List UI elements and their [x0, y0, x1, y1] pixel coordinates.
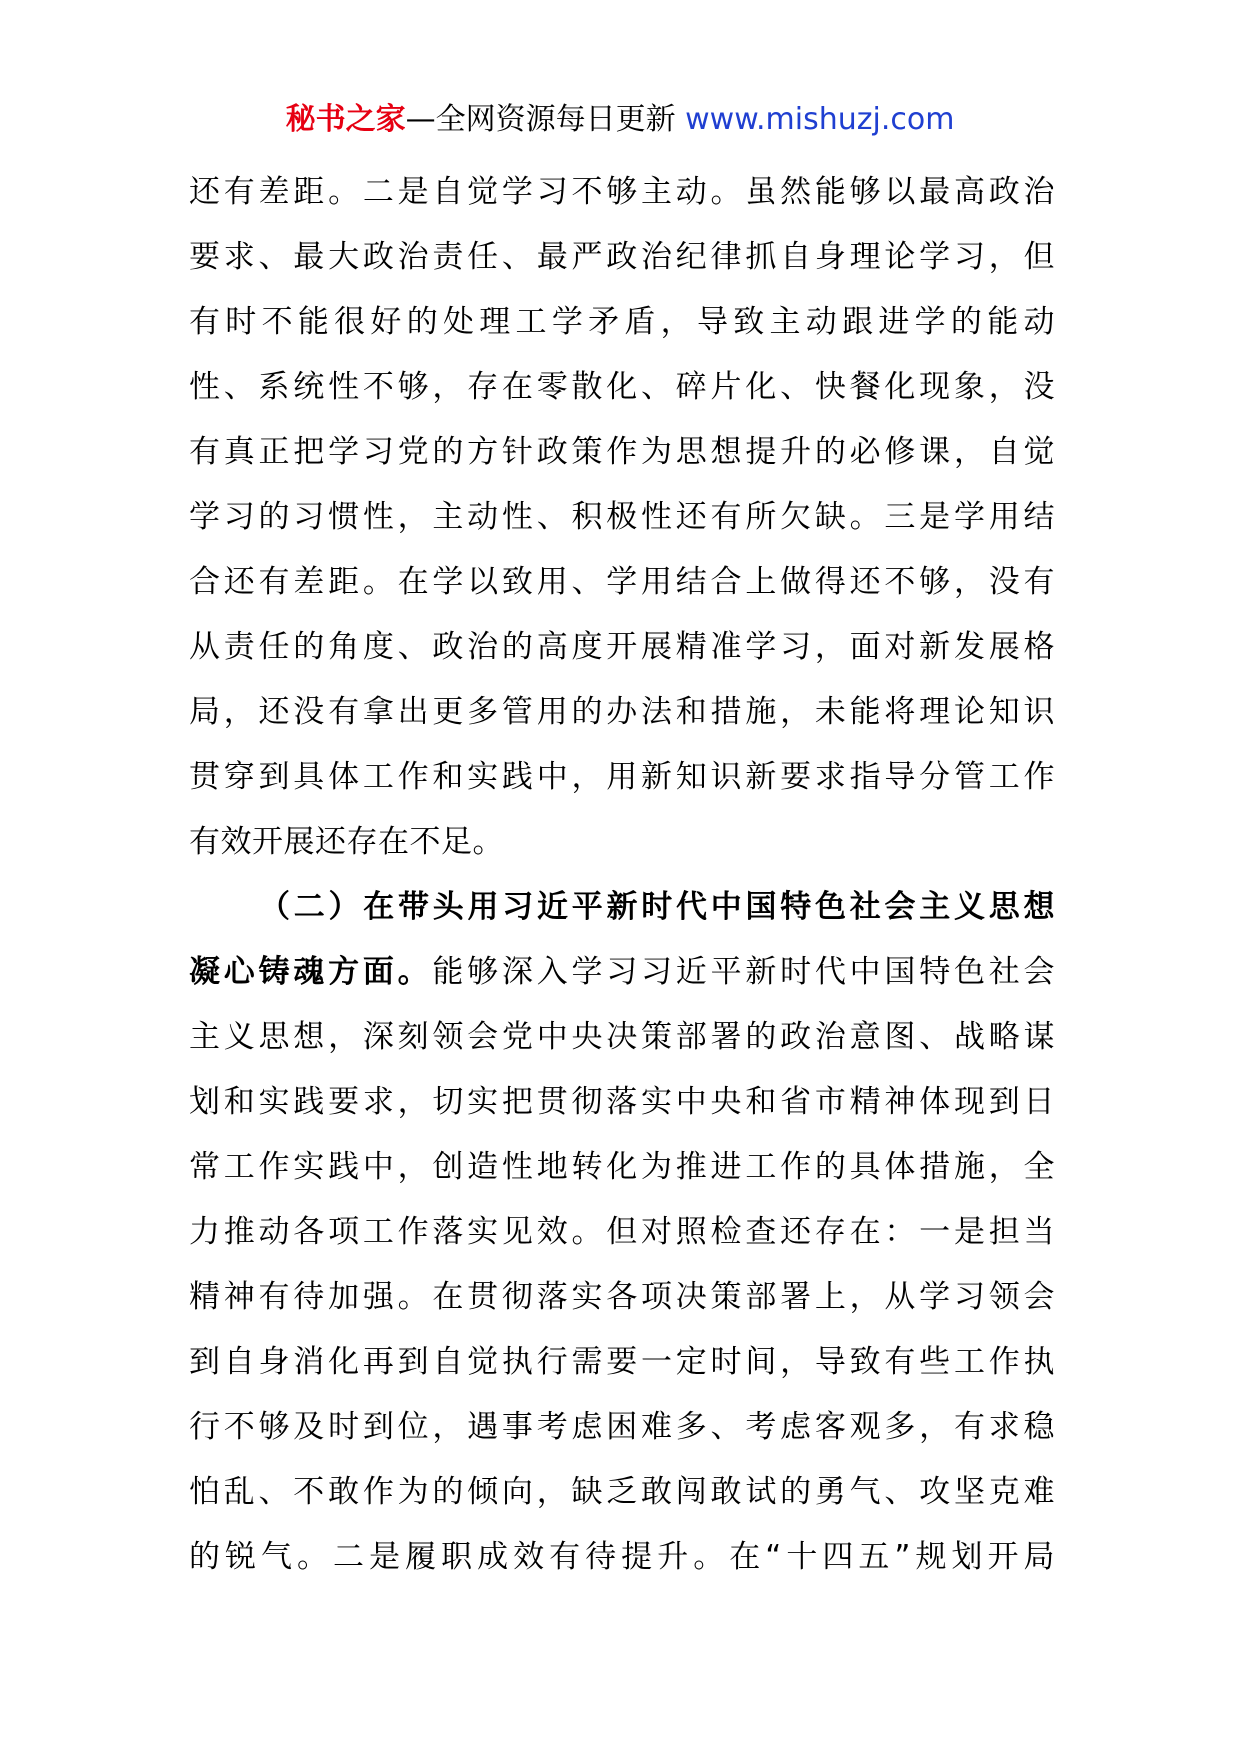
body-line: 性、系统性不够，存在零散化、碎片化、快餐化现象，没	[189, 369, 1055, 405]
body-line: 的锐气。二是履职成效有待提升。在“十四五”规划开局	[189, 1539, 1055, 1575]
header-brand: 秘书之家	[285, 102, 406, 137]
body-line: 有效开展还存在不足。	[189, 824, 504, 860]
body-line: 力推动各项工作落实见效。但对照检查还存在：一是担当	[189, 1214, 1055, 1250]
body-line: 贯穿到具体工作和实践中，用新知识新要求指导分管工作	[189, 759, 1055, 795]
body-line: 行不够及时到位，遇事考虑困难多、考虑客观多，有求稳	[189, 1409, 1055, 1445]
header-url-link[interactable]: www.mishuzj.com	[685, 102, 955, 137]
header-tagline: —全网资源每日更新	[405, 102, 676, 137]
page-header	[0, 100, 1240, 140]
body-line: 常工作实践中，创造性地转化为推进工作的具体措施，全	[189, 1149, 1055, 1185]
body-line: 主义思想，深刻领会党中央决策部署的政治意图、战略谋	[189, 1019, 1055, 1055]
body-line: 精神有待加强。在贯彻落实各项决策部署上，从学习领会	[189, 1279, 1055, 1315]
body-line: 合还有差距。在学以致用、学用结合上做得还不够，没有	[189, 564, 1055, 600]
section-heading-bold: 凝心铸魂方面。	[189, 954, 433, 990]
body-line: 划和实践要求，切实把贯彻落实中央和省市精神体现到日	[189, 1084, 1055, 1120]
body-line: 局，还没有拿出更多管用的办法和措施，未能将理论知识	[189, 694, 1055, 730]
body-line: 到自身消化再到自觉执行需要一定时间，导致有些工作执	[189, 1344, 1055, 1380]
body-line: 怕乱、不敢作为的倾向，缺乏敢闯敢试的勇气、攻坚克难	[189, 1474, 1055, 1510]
document-body	[189, 160, 1055, 1590]
body-line: 有真正把学习党的方针政策作为思想提升的必修课，自觉	[189, 434, 1055, 470]
section-heading: （二）在带头用习近平新时代中国特色社会主义思想	[259, 889, 1055, 925]
body-line: 从责任的角度、政治的高度开展精准学习，面对新发展格	[189, 629, 1055, 665]
section-heading-continuation	[189, 940, 1055, 1005]
body-line: 要求、最大政治责任、最严政治纪律抓自身理论学习，但	[189, 239, 1055, 275]
body-line: 学习的习惯性，主动性、积极性还有所欠缺。三是学用结	[189, 499, 1055, 535]
body-line: 还有差距。二是自觉学习不够主动。虽然能够以最高政治	[189, 174, 1055, 210]
section-text: 能够深入学习习近平新时代中国特色社会	[432, 954, 1056, 990]
body-line: 有时不能很好的处理工学矛盾，导致主动跟进学的能动	[189, 304, 1055, 340]
